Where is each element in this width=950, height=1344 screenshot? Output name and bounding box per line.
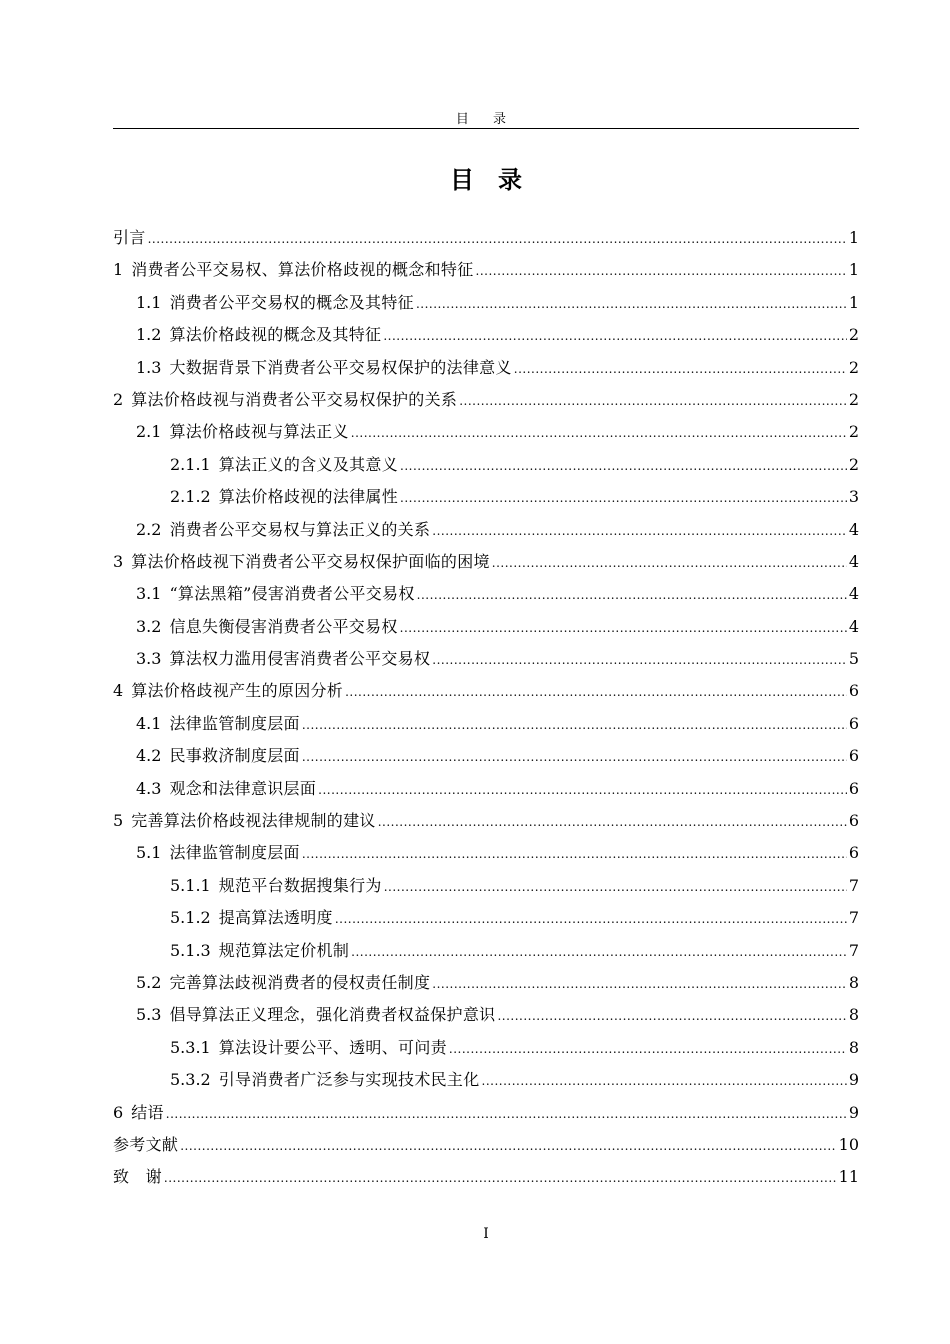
toc-dot-leader [400, 612, 847, 644]
toc-entry-title: 算法权力滥用侵害消费者公平交易权 [169, 649, 431, 669]
toc-entry-number: 4.2 [136, 746, 162, 766]
toc-dot-leader [432, 644, 847, 676]
toc-entry[interactable] [113, 222, 859, 254]
toc-entry-number: 5.3 [136, 1005, 162, 1025]
toc-entry-page: 9 [848, 1070, 859, 1090]
toc-dot-leader [416, 288, 847, 320]
toc-entry-title: 引言 [113, 228, 146, 247]
toc-entry-page: 7 [848, 908, 859, 928]
toc-entry-number: 5.1 [136, 843, 162, 863]
toc-dot-leader [400, 482, 847, 514]
toc-dot-leader [335, 903, 847, 935]
toc-entry-title: 倡导算法正义理念，强化消费者权益保护意识 [169, 1005, 496, 1025]
toc-entry-page: 4 [848, 551, 859, 571]
toc-entry-number: 4.1 [136, 713, 162, 733]
toc-entry-number: 5.1.2 [170, 908, 211, 928]
toc-entry[interactable] [113, 773, 859, 805]
toc-entry-title: 信息失衡侵害消费者公平交易权 [169, 616, 398, 636]
toc-dot-leader [492, 547, 847, 579]
toc-entry-number: 5.3.2 [170, 1070, 211, 1090]
toc-entry[interactable] [113, 643, 859, 675]
toc-dot-leader [351, 936, 847, 968]
toc-dot-leader [378, 806, 847, 838]
toc-entry[interactable] [113, 1032, 859, 1064]
toc-entry-title: 法律监管制度层面 [169, 713, 300, 733]
toc-dot-leader [318, 774, 847, 806]
toc-entry[interactable] [113, 870, 859, 902]
toc-entry[interactable] [113, 352, 859, 384]
toc-entry-title: 算法价格歧视的法律属性 [218, 487, 399, 507]
toc-entry-title: 算法价格歧视下消费者公平交易权保护面临的困境 [131, 551, 490, 571]
toc-entry-number: 3.3 [136, 649, 162, 669]
toc-entry-page: 2 [848, 422, 859, 442]
toc-entry[interactable] [113, 935, 859, 967]
toc-entry-number: 2 [113, 389, 124, 409]
toc-entry-number: 5.1.3 [170, 940, 211, 960]
toc-entry[interactable] [113, 384, 859, 416]
toc-entry-page: 6 [848, 778, 859, 798]
toc-entry-title: 观念和法律意识层面 [169, 778, 317, 798]
toc-entry-title: 结语 [131, 1102, 164, 1122]
toc-entry-title: 算法价格歧视的概念及其特征 [169, 325, 382, 345]
toc-entry-page: 2 [848, 454, 859, 474]
toc-entry-page: 10 [838, 1134, 859, 1154]
toc-dot-leader [351, 417, 847, 449]
toc-entry-number: 1.2 [136, 325, 162, 345]
toc-entry[interactable] [113, 319, 859, 351]
toc-entry[interactable] [113, 254, 859, 286]
toc-entry-page: 6 [848, 811, 859, 831]
toc-entry-title: 算法价格歧视产生的原因分析 [131, 681, 344, 701]
toc-entry-title: “算法黑箱”侵害消费者公平交易权 [169, 584, 415, 604]
toc-entry[interactable] [113, 1129, 859, 1161]
toc-entry-title: 算法正义的含义及其意义 [218, 454, 399, 474]
toc-entry-number: 1.1 [136, 292, 162, 312]
toc-entry-number: 5.3.1 [170, 1037, 211, 1057]
toc-entry-title: 致 谢 [113, 1167, 162, 1187]
toc-entry-title: 完善算法歧视消费者的侵权责任制度 [169, 972, 431, 992]
toc-entry-title: 法律监管制度层面 [169, 843, 300, 863]
toc-entry-number: 2.2 [136, 519, 162, 539]
toc-dot-leader [482, 1065, 847, 1097]
toc-entry-number: 3.1 [136, 584, 162, 604]
toc-entry-page: 2 [848, 389, 859, 409]
toc-dot-leader [166, 1098, 847, 1130]
toc-entry-page: 2 [848, 357, 859, 377]
toc-entry[interactable] [113, 1161, 859, 1193]
toc-entry-page: 4 [848, 584, 859, 604]
toc-entry[interactable] [113, 578, 859, 610]
toc-entry[interactable] [113, 902, 859, 934]
toc-entry-page: 8 [848, 972, 859, 992]
toc-entry-page: 6 [848, 713, 859, 733]
toc-dot-leader [180, 1130, 836, 1162]
toc-entry-number: 5 [113, 811, 124, 831]
toc-entry-title: 算法价格歧视与算法正义 [169, 422, 349, 442]
toc-entry-title: 提高算法透明度 [218, 908, 333, 928]
toc-entry[interactable] [113, 1064, 859, 1096]
toc-entry[interactable] [113, 708, 859, 740]
toc-entry-page: 6 [848, 681, 859, 701]
toc-dot-leader [302, 838, 847, 870]
toc-entry-number: 4.3 [136, 778, 162, 798]
toc-dot-leader [302, 741, 847, 773]
toc-entry[interactable] [113, 546, 859, 578]
toc-entry-page: 8 [848, 1005, 859, 1025]
toc-entry-title: 规范平台数据搜集行为 [218, 875, 382, 895]
toc-dot-leader [345, 676, 847, 708]
table-of-contents [113, 222, 859, 1194]
toc-entry-page: 7 [848, 940, 859, 960]
toc-entry[interactable] [113, 416, 859, 448]
toc-entry-title: 消费者公平交易权的概念及其特征 [169, 292, 414, 312]
toc-dot-leader [476, 255, 847, 287]
toc-entry-number: 3.2 [136, 616, 162, 636]
toc-entry-title: 完善算法价格歧视法律规制的建议 [131, 811, 376, 831]
toc-dot-leader [459, 385, 847, 417]
toc-entry-page: 2 [848, 325, 859, 345]
toc-dot-leader [148, 223, 847, 255]
toc-entry[interactable] [113, 287, 859, 319]
running-header: 目 录 [455, 112, 517, 127]
toc-entry-page: 4 [848, 616, 859, 636]
toc-entry-number: 2.1.1 [170, 454, 211, 474]
toc-entry-page: 1 [848, 292, 859, 312]
toc-dot-leader [514, 353, 847, 385]
toc-entry[interactable] [113, 675, 859, 707]
toc-entry-number: 1.3 [136, 357, 162, 377]
toc-entry-page: 1 [848, 260, 859, 280]
toc-entry-page: 9 [848, 1102, 859, 1122]
toc-entry[interactable] [113, 999, 859, 1031]
toc-entry[interactable] [113, 611, 859, 643]
page-number: I [483, 1226, 489, 1242]
toc-entry[interactable] [113, 1097, 859, 1129]
toc-entry-page: 4 [848, 519, 859, 539]
toc-entry-title: 引导消费者广泛参与实现技术民主化 [218, 1070, 480, 1090]
toc-entry-title: 算法设计要公平、透明、可问责 [218, 1037, 447, 1057]
toc-entry-title: 算法价格歧视与消费者公平交易权保护的关系 [131, 389, 458, 409]
toc-entry-number: 4 [113, 681, 124, 701]
toc-entry[interactable] [113, 514, 859, 546]
toc-dot-leader [432, 968, 847, 1000]
toc-entry-page: 8 [848, 1037, 859, 1057]
toc-entry-number: 3 [113, 551, 124, 571]
toc-entry-title: 参考文献 [113, 1134, 179, 1154]
toc-entry[interactable] [113, 481, 859, 513]
toc-dot-leader [417, 579, 847, 611]
toc-entry[interactable] [113, 740, 859, 772]
toc-entry-title: 大数据背景下消费者公平交易权保护的法律意义 [169, 357, 512, 377]
toc-entry-title: 规范算法定价机制 [218, 940, 350, 960]
toc-dot-leader [302, 709, 847, 741]
toc-dot-leader [384, 871, 847, 903]
toc-dot-leader [383, 320, 846, 352]
toc-dot-leader [432, 515, 847, 547]
toc-entry-number: 1 [113, 260, 124, 280]
toc-entry-title: 消费者公平交易权、算法价格歧视的概念和特征 [131, 260, 474, 280]
toc-entry-page: 7 [848, 875, 859, 895]
toc-entry-page: 6 [848, 746, 859, 766]
toc-dot-leader [497, 1000, 846, 1032]
toc-entry-number: 2.1.2 [170, 487, 211, 507]
toc-dot-leader [164, 1162, 837, 1194]
toc-dot-leader [449, 1033, 847, 1065]
page-title: 目录 [450, 166, 546, 194]
toc-entry-page: 1 [848, 228, 859, 247]
toc-entry[interactable] [113, 449, 859, 481]
toc-entry-title: 消费者公平交易权与算法正义的关系 [169, 519, 431, 539]
toc-entry[interactable] [113, 837, 859, 869]
toc-dot-leader [400, 450, 847, 482]
header-rule [113, 128, 859, 129]
toc-entry-number: 5.1.1 [170, 875, 211, 895]
toc-entry[interactable] [113, 805, 859, 837]
toc-entry[interactable] [113, 967, 859, 999]
toc-entry-number: 2.1 [136, 422, 162, 442]
toc-entry-page: 3 [848, 487, 859, 507]
toc-entry-page: 11 [838, 1167, 859, 1187]
toc-entry-title: 民事救济制度层面 [169, 746, 300, 766]
toc-entry-number: 5.2 [136, 972, 162, 992]
toc-entry-number: 6 [113, 1102, 124, 1122]
toc-entry-page: 6 [848, 843, 859, 863]
toc-entry-page: 5 [848, 649, 859, 669]
